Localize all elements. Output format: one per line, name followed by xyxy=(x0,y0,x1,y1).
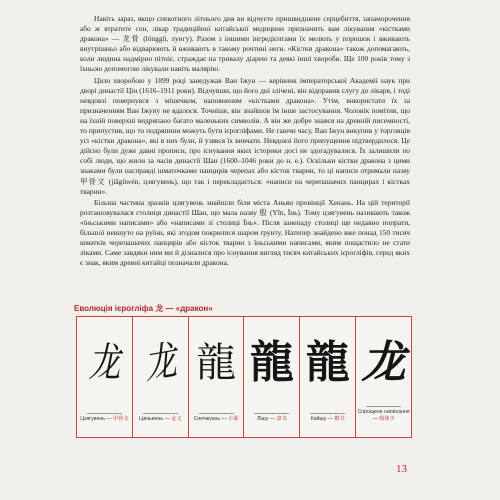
caption-hanzi: 甲骨文 xyxy=(113,416,129,422)
evolution-cell-kaishu xyxy=(300,317,356,437)
dragon-glyph-clerical: 龍 xyxy=(249,337,294,388)
evolution-strip xyxy=(76,316,412,438)
dragon-glyph-bronze: 龙 xyxy=(141,337,179,389)
evolution-caption: Лішу — 隶书 xyxy=(244,416,299,423)
evolution-title: Еволюція ієрогліфа 龙 — «дракон» xyxy=(74,304,213,313)
dragon-glyph-seal: 龍 xyxy=(196,340,237,386)
caption-label: Лішу xyxy=(257,416,269,422)
paragraph-3: Більша частина зразків цзягувень знайшли біля міста Аньян провінції Хенань. На цій території розташовувалася столиця династії Шан, що мала назву 殷 (Yīn, Їнь). Тому цзягувень називають також «їньськими написами» або «написами зі столиці Їнь». Після занепаду столиці ще недавно попрати, більшої невшуто на руїни, які згодом покрилися шаром ґрунту. Натепер знайдено вже понад 150 тисяч шматків черепашачих панцирів або кісток тварин з їньськими написами, яким пощастило не стати ліками. Саме завдяки ним ми й дізналися про існування вигляд тисяч китайських ієрогліфів, серед яких є знак, яким древні китайці позначали дракона. xyxy=(80,197,410,268)
evolution-caption: Сяочжуань — 小篆 xyxy=(189,416,244,423)
body-text xyxy=(80,14,410,268)
dragon-glyph-oracle: 龙 xyxy=(88,340,121,386)
caption-hanzi: 隶书 xyxy=(276,416,287,422)
evolution-cell-lishu xyxy=(244,317,300,437)
paragraph-2: Цією хворобою у 1899 році занедужав Ван Іжун — керівник імператорської Академії наук при дворі династії Цін (1616–1911 роки). Відчувши, що його дні злічені, він відправив слугу до лікаря, і тоді невдовзі повернувся з мішечком, наповненим «кістками дракона». Утім, використати їх за призначенням Ван Іжуну не вдалося. Точніше, він знайшов їм інше застосування. Чоловік помітив, що на їхній поверхні видряпано багато маленьких символів. А він же добре знався на древній писемності, то припустив, що то подряпини можуть бути ієрогліфами. Не гаючи часу, Ван Іжун викупив у торговців усі «кістки дракона», які в них були, й узявся їх вивчати. Невдовзі його припущення підтвердилося. Це дійсно були дуже давні прописи, про існування яких історики досі не здогадувалися. Їх залишили по собі люди, що жили за часів династії Шан (1600–1046 роки до н. е.). Оскільки кістки дракона з цими знаками були насправді шматочками панцирів черепах або кісток тварин, то ці написи отримали назву 甲骨文 (jiǎgǔwén, цзягувень), що так і перекладається: «написи на черепашачих панцирах і кістках тварин». xyxy=(80,75,410,196)
evolution-cell-simplified xyxy=(356,317,411,437)
dragon-glyph-regular: 龍 xyxy=(305,337,350,388)
evolution-cell-jinwen xyxy=(133,317,189,437)
page-number: 13 xyxy=(396,463,407,475)
caption-label: Кайшу xyxy=(310,416,327,422)
caption-label: Цзягувень xyxy=(80,416,105,422)
evolution-caption: Кайшу — 楷书 xyxy=(300,416,355,423)
evolution-caption: Цзіньвень — 金文 xyxy=(133,416,188,423)
caption-label: Сяочжуань xyxy=(193,416,221,422)
caption-label: Спрощене написання xyxy=(357,409,410,415)
caption-label: Цзіньвень xyxy=(138,416,164,422)
paragraph-1: Навіть зараз, якщо спекотного літнього дня ви відчуєте пришвидшене серцебиття, запаморочення або ж втратите сон, лікар традиційної китайської медицини призначить вам лікування «кістками дракона» — 龙骨 (lónggǔ, лунгу). Разом з іншими інгредієнтами їх мелють у порошок і вживають внутрішньо або відварюють й вживають в такому рочтині неги. «Кістки дракона» також допомагають, коли людина надмірно пітніє, страждає на тривалу діарею та деякі інші хвороби. Ще 100 років тому з їхньою допомогою лікували навіть малярію. xyxy=(80,14,410,74)
evolution-caption: Цзягувень — 甲骨文 xyxy=(77,416,132,423)
evolution-caption: Спрощене написання — 简体字 xyxy=(357,409,410,422)
caption-hanzi: 楷书 xyxy=(334,416,345,422)
caption-hanzi: 简体字 xyxy=(379,416,395,422)
evolution-cell-xiaozhuan xyxy=(189,317,245,437)
dragon-glyph-simplified: 龙 xyxy=(361,337,406,388)
caption-hanzi: 金文 xyxy=(171,416,182,422)
evolution-cell-jiaguwen xyxy=(77,317,133,437)
caption-hanzi: 小篆 xyxy=(228,416,239,422)
